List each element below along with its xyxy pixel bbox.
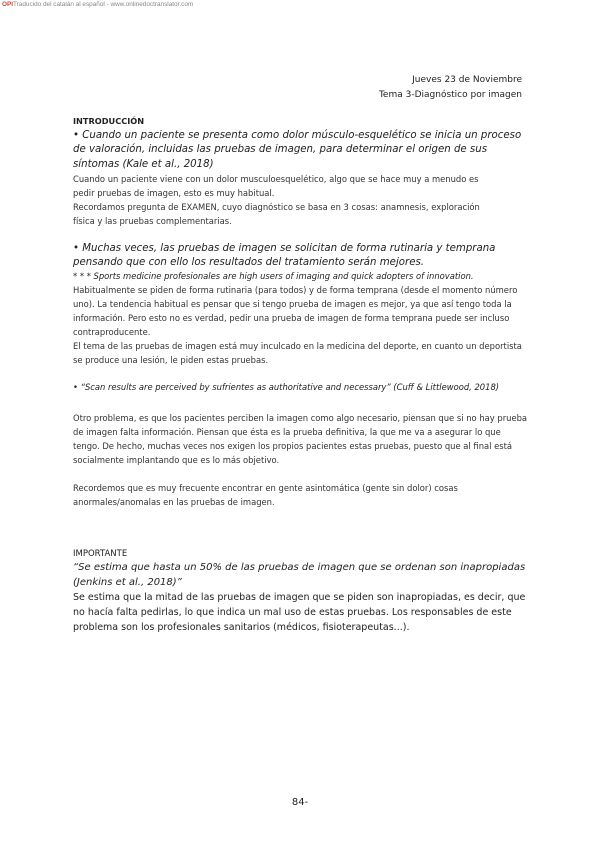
page-header [379,73,522,102]
paragraph-2: Habitualmente se piden de forma rutinaria (para todos) y de forma temprana (desde el momento número uno). La tendencia habitual es pensar que si tengo prueba de imagen es mejor, ya que así tengo toda la información. Pero esto no es verdad, pedir una prueba de imagen de forma temprana puede ser incluso contraproducente. [73,284,518,337]
important-paragraph: Se estima que la mitad de las pruebas de imagen que se piden son inapropiadas, es decir, que no hacía falta pedirlas, lo que indica un mal uso de estas pruebas. Los responsables de este problema son los profesionales sanitarios (médicos, fisioterapeutas...). [73,592,526,634]
bullet-point-3: • “Scan results are perceived by sufrientes as authoritative and necessary” (Cuff & Littlewood, 2018) [73,381,500,392]
paragraph-1c: Recordamos pregunta de EXAMEN, cuyo diagnóstico se basa en 3 cosas: anamnesis, exploración [73,201,480,212]
section-heading-introduccion: INTRODUCCIÓN [73,116,145,126]
document-body [73,116,528,635]
paragraph-1a: Cuando un paciente viene con un dolor musculoesquelético, algo que se hace muy a menudo es [73,173,479,184]
bullet-note: * * * Sports medicine profesionales are high users of imaging and quick adopters of innovation. [73,271,474,282]
translator-watermark [2,1,193,8]
paragraph-1d: física y las pruebas complementarias. [73,215,232,226]
paragraph-5: Recordemos que es muy frecuente encontrar en gente asintomática (gente sin dolor) cosas anormales/anomalas en las pruebas de imagen. [73,483,458,508]
section-heading-importante: IMPORTANTE [73,549,128,560]
paragraph-1b: pedir pruebas de imagen, esto es muy habitual. [73,187,275,198]
header-topic: Tema 3-Diagnóstico por imagen [378,89,522,100]
bullet-point-1: • Cuando un paciente se presenta como dolor músculo-esquelético se inicia un proceso de valoración, incluidas las pruebas de imagen, para determinar el origen de sus síntomas (Kale et al., 2018) [73,130,522,170]
paragraph-3: El tema de las pruebas de imagen está muy inculcado en la medicina del deporte, en cuanto un deportista se produce una lesión, le piden estas pruebas. [73,340,522,365]
header-date: Jueves 23 de Noviembre [412,75,522,85]
page-number: 84- [291,797,309,808]
bullet-point-2: • Muchas veces, las pruebas de imagen se solicitan de forma rutinaria y temprana pensando que con ello los resultados del tratamiento serán mejores. [73,242,496,269]
translator-logo-icon: OPI [2,1,14,8]
important-quote: “Se estima que hasta un 50% de las pruebas de imagen que se ordenan son inapropiadas (Jenkins et al., 2018)” [73,562,526,588]
watermark-text: Traducido del catalán al español - www.onlinedoctranslator.com [13,1,194,8]
paragraph-4: Otro problema, es que los pacientes perciben la imagen como algo necesario, piensan que si no hay prueba de imagen falta información. Piensan que ésta es la prueba definitiva, la que me va a asegurar lo que tengo. De hecho, muchas veces nos exigen los propios pacientes estas pruebas, puesto que al final está socialmente implantando que es lo más objetivo. [73,413,528,466]
